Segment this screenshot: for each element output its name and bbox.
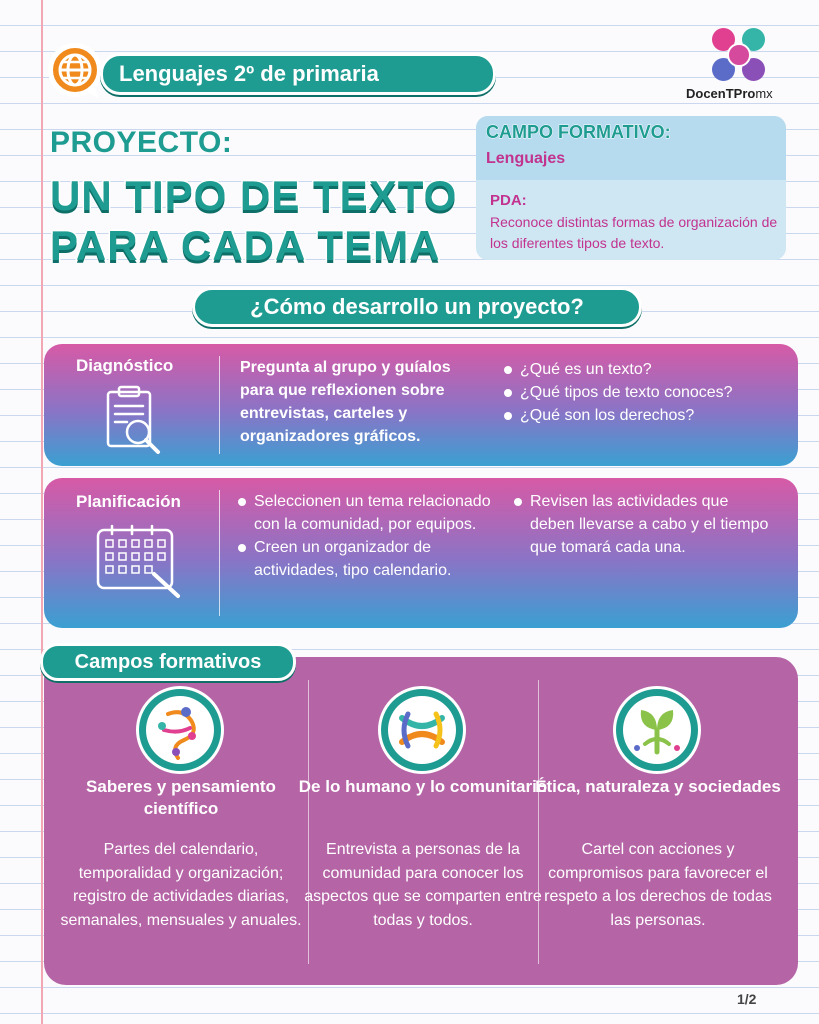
project-label: PROYECTO: — [50, 126, 233, 159]
docentpro-logo-icon — [712, 28, 768, 84]
list-item: Seleccionen un tema relacionado con la comunidad, por equipos. — [236, 490, 496, 536]
notebook-margin-line — [41, 0, 43, 1024]
list-item: ¿Qué tipos de texto conoces? — [502, 381, 792, 404]
pda-text: Reconoce distintas formas de organización de los diferentes tipos de texto. — [490, 214, 778, 251]
molecule-icon — [136, 686, 224, 774]
list-item: Revisen las actividades que deben llevarse a cabo y el tiempo que tomará cada una. — [512, 490, 772, 559]
sprout-icon — [613, 686, 701, 774]
campos-formativos-title: Campos formativos — [40, 643, 296, 681]
pda-label: PDA: — [490, 192, 527, 209]
step-name: Diagnóstico — [76, 356, 174, 375]
list-item: Creen un organizador de actividades, tipo calendario. — [236, 536, 496, 582]
step-name: Planificación — [76, 492, 181, 511]
campo-value: Lenguajes — [486, 150, 566, 167]
campo-column-title: De lo humano y lo comunitario — [298, 777, 548, 796]
campo-column-text: Cartel con acciones y compromisos para favorecer el respeto a los derechos de todas las personas. — [544, 841, 772, 929]
clipboard-magnifier-icon — [102, 384, 168, 463]
logo-wordmark: DocenTPromx — [686, 86, 773, 101]
campo-column-title: Ética, naturaleza y sociedades — [535, 777, 781, 796]
campo-column-title: Saberes y pensamiento científico — [86, 777, 276, 818]
campo-column-text: Entrevista a personas de la comunidad para conocer los aspectos que se comparten entre todas y todos. — [304, 841, 542, 929]
section-title: ¿Cómo desarrollo un proyecto? — [192, 287, 642, 327]
campo-column-text: Partes del calendario, temporalidad y organización; registro de actividades diarias, semanales, mensuales y anuales. — [60, 841, 302, 929]
calendar-pencil-icon — [94, 524, 186, 605]
list-item: ¿Qué es un texto? — [502, 358, 792, 381]
community-arcs-icon — [378, 686, 466, 774]
project-title-line2: PARA CADA TEMA — [50, 222, 441, 269]
list-item: ¿Qué son los derechos? — [502, 404, 792, 427]
step-description: Pregunta al grupo y guíalos para que reflexionen sobre entrevistas, carteles y organizadores gráficos. — [240, 359, 451, 445]
project-title-line1: UN TIPO DE TEXTO — [50, 172, 458, 219]
subject-banner: Lenguajes 2º de primaria — [100, 53, 496, 95]
step-question-list — [502, 358, 792, 427]
campo-formativo-box — [476, 116, 786, 260]
step-card-planificacion — [44, 478, 798, 628]
campo-title: CAMPO FORMATIVO: — [486, 122, 671, 142]
step-card-diagnostico — [44, 344, 798, 466]
page-number: 1/2 — [737, 991, 757, 1007]
planning-list-right — [512, 490, 772, 559]
planning-list-left — [236, 490, 496, 582]
globe-icon — [44, 40, 106, 102]
